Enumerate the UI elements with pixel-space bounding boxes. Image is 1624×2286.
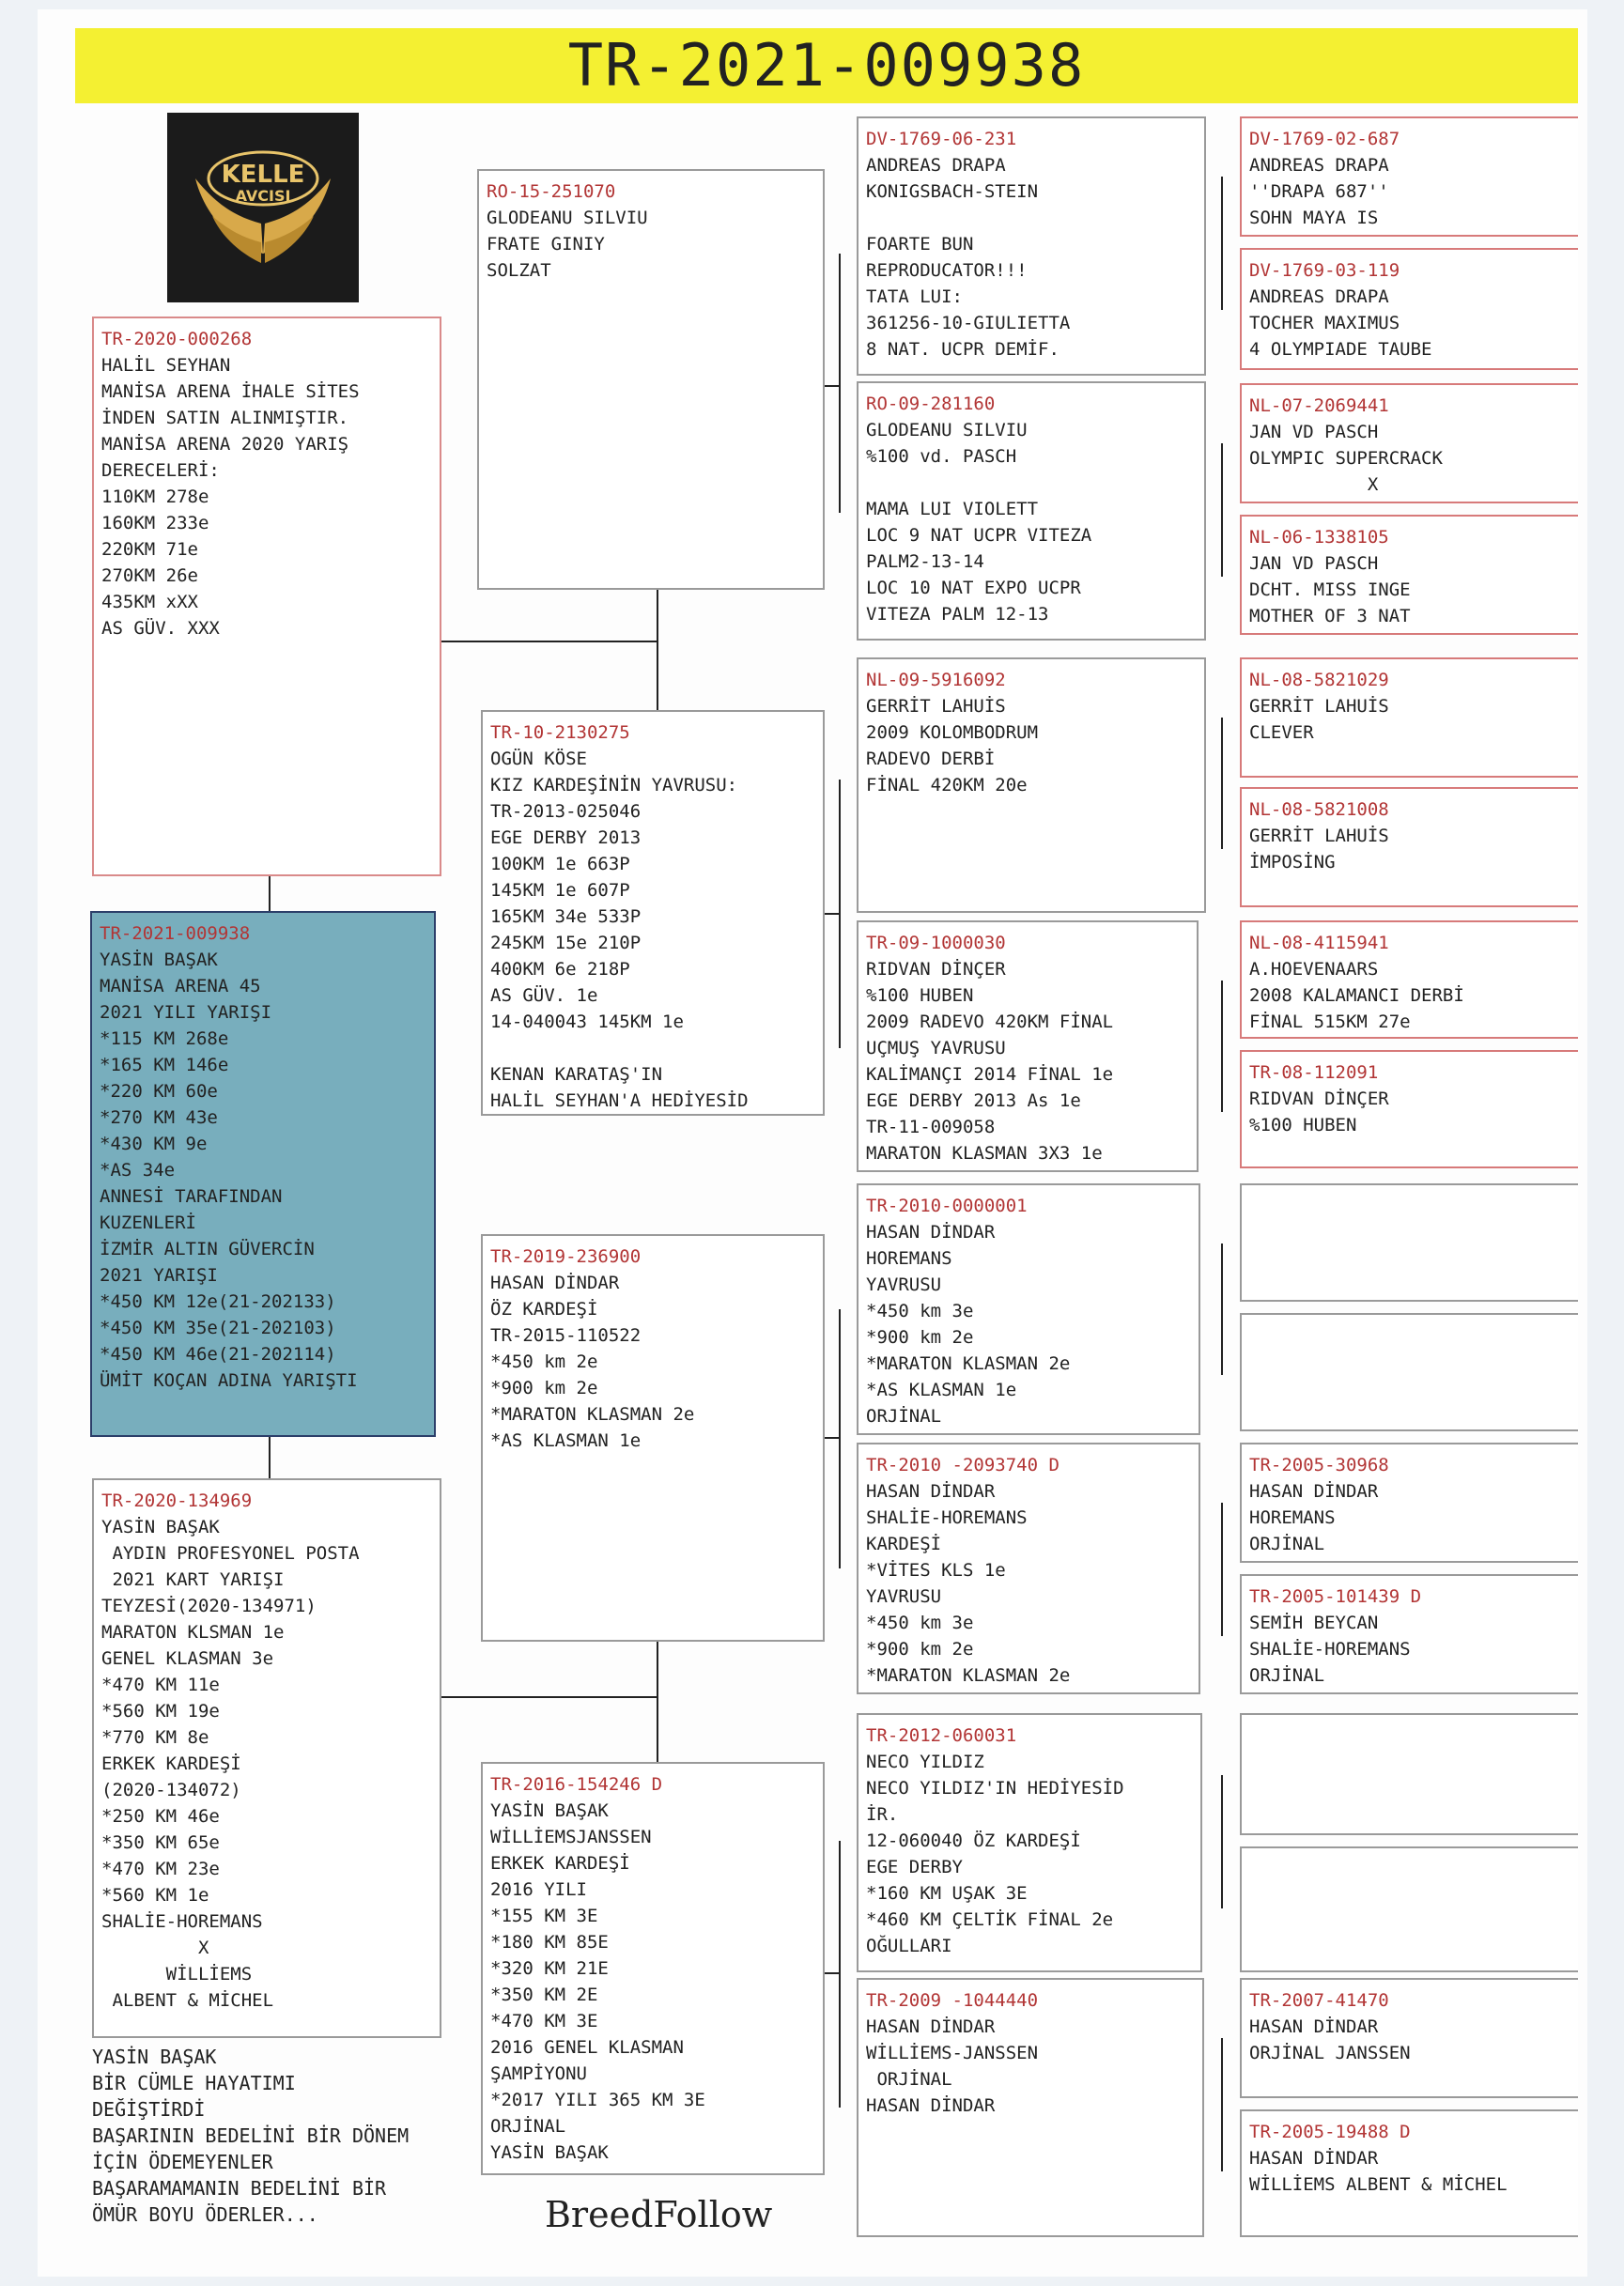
text-line: MANİSA ARENA 45 bbox=[100, 976, 261, 996]
text-line: DERECELERİ: bbox=[101, 460, 220, 481]
text-line: ERKEK KARDEŞİ bbox=[101, 1753, 241, 1774]
text-line: FOARTE BUN bbox=[866, 234, 974, 255]
text-line: *470 KM 3E bbox=[490, 2011, 598, 2031]
text-line: FRATE GINIY bbox=[487, 234, 605, 255]
text-line: MANİSA ARENA 2020 YARIŞ bbox=[101, 434, 349, 455]
gen5-id: TR-2005-19488 D bbox=[1249, 2122, 1411, 2142]
gen5-card-5[interactable] bbox=[1240, 787, 1578, 907]
gen4-lines bbox=[866, 956, 1189, 1166]
text-line: GERRİT LAHUİS bbox=[1249, 826, 1389, 846]
text-line: BAŞARININ BEDELİNİ BİR DÖNEM bbox=[92, 2124, 410, 2147]
text-line: YAVRUSU bbox=[866, 1274, 942, 1295]
text-line: SOLZAT bbox=[487, 260, 551, 281]
text-line: HALİL SEYHAN'A HEDİYESİD bbox=[490, 1090, 749, 1111]
text-line: LOC 9 NAT UCPR VITEZA bbox=[866, 525, 1092, 546]
text-line: ERKEK KARDEŞİ bbox=[490, 1853, 630, 1874]
gen5-id: TR-08-112091 bbox=[1249, 1062, 1379, 1083]
text-line: TATA LUI: bbox=[866, 286, 963, 307]
text-line: 220KM 71e bbox=[101, 539, 198, 560]
text-line: 145KM 1e 607P bbox=[490, 880, 630, 901]
text-line: MARATON KLSMAN 1e bbox=[101, 1622, 285, 1643]
gen4-id: DV-1769-06-231 bbox=[866, 129, 1017, 149]
connector bbox=[839, 1841, 841, 2108]
text-line: KUZENLERİ bbox=[100, 1213, 196, 1233]
text-line: FİNAL 420KM 20e bbox=[866, 775, 1028, 795]
text-line: HASAN DİNDAR bbox=[866, 1222, 996, 1243]
gen5-id: NL-06-1338105 bbox=[1249, 527, 1389, 548]
gen5-card-2[interactable] bbox=[1240, 383, 1578, 503]
text-line: 110KM 278e bbox=[101, 487, 209, 507]
gen4-card-4[interactable] bbox=[857, 1183, 1200, 1435]
text-line: MOTHER OF 3 NAT bbox=[1249, 606, 1411, 626]
text-line: HASAN DİNDAR bbox=[866, 2095, 996, 2116]
text-line: *MARATON KLASMAN 2e bbox=[490, 1404, 695, 1425]
connector bbox=[441, 641, 657, 642]
dam-id: TR-2020-134969 bbox=[101, 1491, 253, 1511]
text-line: *AS 34e bbox=[100, 1160, 176, 1181]
text-line: KONIGSBACH-STEIN bbox=[866, 181, 1039, 202]
breedfollow-brand: BreedFollow bbox=[545, 2194, 773, 2235]
gen3-card-2[interactable] bbox=[481, 1234, 825, 1642]
text-line: KARDEŞİ bbox=[866, 1534, 942, 1554]
gen4-lines bbox=[866, 1219, 1191, 1429]
text-line: VITEZA PALM 12-13 bbox=[866, 604, 1049, 625]
text-line: 160KM 233e bbox=[101, 513, 209, 533]
text-line: *320 KM 21E bbox=[490, 1958, 609, 1979]
text-line: CLEVER bbox=[1249, 722, 1314, 743]
gen4-id: TR-2009 -1044440 bbox=[866, 1990, 1039, 2011]
text-line: GERRİT LAHUİS bbox=[866, 696, 1006, 717]
gen4-lines bbox=[866, 417, 1197, 627]
text-line: *350 KM 2E bbox=[490, 1985, 598, 2005]
text-line: ORJİNAL bbox=[1249, 1534, 1325, 1554]
text-line: HASAN DİNDAR bbox=[866, 2016, 996, 2037]
text-line: *MARATON KLASMAN 2e bbox=[866, 1353, 1071, 1374]
text-line: *AS KLASMAN 1e bbox=[490, 1430, 642, 1451]
motto-quote bbox=[92, 2044, 487, 2228]
text-line: *770 KM 8e bbox=[101, 1727, 209, 1748]
text-line: PALM2-13-14 bbox=[866, 551, 984, 572]
text-line: *2017 YILI 365 KM 3E bbox=[490, 2090, 705, 2110]
text-line: 2009 RADEVO 420KM FİNAL bbox=[866, 1012, 1114, 1032]
gen3-card-3[interactable] bbox=[481, 1762, 825, 2175]
text-line: YASİN BAŞAK bbox=[490, 2142, 609, 2163]
text-line: *220 KM 60e bbox=[100, 1081, 218, 1102]
text-line: JAN VD PASCH bbox=[1249, 553, 1379, 574]
text-line: *430 KM 9e bbox=[100, 1134, 208, 1154]
gen5-id: TR-2005-101439 D bbox=[1249, 1586, 1422, 1607]
text-line: ANDREAS DRAPA bbox=[1249, 155, 1389, 176]
connector bbox=[441, 1696, 657, 1698]
gen4-id: TR-2012-060031 bbox=[866, 1725, 1017, 1746]
connector bbox=[825, 1972, 840, 1974]
text-line: 2021 KART YARIŞI bbox=[101, 1569, 285, 1590]
text-line: GENEL KLASMAN 3e bbox=[101, 1648, 274, 1669]
gen5-card-3[interactable] bbox=[1240, 515, 1578, 635]
text-line: 270KM 26e bbox=[101, 565, 198, 586]
text-line: TR-11-009058 bbox=[866, 1117, 996, 1137]
text-line: 435KM xXX bbox=[101, 592, 198, 612]
gen5-card-11[interactable] bbox=[1240, 1574, 1578, 1694]
text-line: *180 KM 85E bbox=[490, 1932, 609, 1953]
text-line: HASAN DİNDAR bbox=[490, 1273, 620, 1293]
gen5-lines bbox=[1249, 2014, 1570, 2066]
gen4-lines bbox=[866, 1749, 1193, 1959]
gen3-lines bbox=[487, 205, 815, 284]
gen5-card-15[interactable] bbox=[1240, 2109, 1578, 2237]
text-line: X bbox=[101, 1938, 209, 1958]
text-line: ORJİNAL bbox=[490, 2116, 566, 2137]
gen4-id: RO-09-281160 bbox=[866, 394, 996, 414]
connector bbox=[825, 913, 840, 915]
connector bbox=[839, 1309, 841, 1568]
text-line: *450 km 3e bbox=[866, 1301, 974, 1321]
text-line: *VİTES KLS 1e bbox=[866, 1560, 1006, 1581]
text-line: *460 KM ÇELTİK FİNAL 2e bbox=[866, 1909, 1114, 1930]
text-line: OLYMPIC SUPERCRACK bbox=[1249, 448, 1443, 469]
text-line: SHALİE-HOREMANS bbox=[866, 1507, 1028, 1528]
text-line: *450 km 3e bbox=[866, 1613, 974, 1633]
text-line: YASİN BAŞAK bbox=[100, 950, 218, 970]
logo-text bbox=[167, 162, 359, 205]
text-line: ORJİNAL bbox=[1249, 1665, 1325, 1686]
text-line: *AS KLASMAN 1e bbox=[866, 1380, 1017, 1400]
text-line: HOREMANS bbox=[866, 1248, 952, 1269]
logo-text-top: KELLE bbox=[221, 161, 305, 189]
text-line: YASİN BAŞAK bbox=[92, 2046, 217, 2068]
text-line: UÇMUŞ YAVRUSU bbox=[866, 1038, 1006, 1058]
gen5-card-9[interactable] bbox=[1240, 1313, 1578, 1431]
text-line bbox=[866, 205, 1197, 231]
text-line: OĞULLARI bbox=[866, 1936, 952, 1956]
sire-card[interactable] bbox=[92, 317, 441, 876]
gen5-card-14[interactable] bbox=[1240, 1978, 1578, 2098]
text-line: GLODEANU SILVIU bbox=[487, 208, 648, 228]
text-line: SOHN MAYA IS bbox=[1249, 208, 1379, 228]
gen4-card-6[interactable] bbox=[857, 1713, 1202, 1972]
text-line: *560 KM 19e bbox=[101, 1701, 220, 1722]
text-line: LOC 10 NAT EXPO UCPR bbox=[866, 578, 1081, 598]
connector bbox=[657, 1642, 658, 1762]
text-line: %100 vd. PASCH bbox=[866, 446, 1017, 467]
text-line: TR-2015-110522 bbox=[490, 1325, 642, 1346]
gen5-card-4[interactable] bbox=[1240, 657, 1578, 778]
gen4-card-1[interactable] bbox=[857, 381, 1206, 641]
text-line: 14-040043 145KM 1e bbox=[490, 1012, 684, 1032]
text-line: ÖMÜR BOYU ÖDERLER... bbox=[92, 2203, 318, 2226]
text-line: ANDREAS DRAPA bbox=[1249, 286, 1389, 307]
text-line: MAMA LUI VIOLETT bbox=[866, 499, 1039, 519]
text-line: 2021 YILI YARIŞI bbox=[100, 1002, 272, 1023]
gen3-card-1[interactable] bbox=[481, 710, 825, 1116]
gen5-id: NL-08-4115941 bbox=[1249, 933, 1389, 953]
text-line: RADEVO DERBİ bbox=[866, 749, 996, 769]
text-line: GERRİT LAHUİS bbox=[1249, 696, 1389, 717]
text-line bbox=[866, 470, 1197, 496]
text-line: DCHT. MISS INGE bbox=[1249, 579, 1411, 600]
text-line: KIZ KARDEŞİNİN YAVRUSU: bbox=[490, 775, 738, 795]
text-line: *450 km 2e bbox=[490, 1352, 598, 1372]
connector bbox=[1221, 1243, 1223, 1375]
text-line: HALİL SEYHAN bbox=[101, 355, 231, 376]
gen5-card-7[interactable] bbox=[1240, 1050, 1578, 1168]
gen5-card-6[interactable] bbox=[1240, 920, 1578, 1039]
gen4-id: TR-2010 -2093740 D bbox=[866, 1455, 1059, 1475]
text-line: *900 km 2e bbox=[490, 1378, 598, 1398]
text-line: KENAN KARATAŞ'IN bbox=[490, 1064, 663, 1085]
gen5-lines bbox=[1249, 1610, 1570, 1689]
text-line: JAN VD PASCH bbox=[1249, 422, 1379, 442]
text-line: ÜMİT KOÇAN ADINA YARIŞTI bbox=[100, 1370, 358, 1391]
gen4-id: NL-09-5916092 bbox=[866, 670, 1006, 690]
text-line: *470 KM 11e bbox=[101, 1675, 220, 1695]
text-line: *450 KM 12e(21-202133) bbox=[100, 1291, 336, 1312]
text-line: 2009 KOLOMBODRUM bbox=[866, 722, 1039, 743]
gen5-id: TR-2007-41470 bbox=[1249, 1990, 1389, 2011]
kelle-avcisi-logo bbox=[167, 113, 359, 302]
gen4-lines bbox=[866, 2014, 1195, 2119]
text-line: İR. bbox=[866, 1804, 899, 1825]
text-line: KALİMANÇI 2014 FİNAL 1e bbox=[866, 1064, 1114, 1085]
text-line: YASİN BAŞAK bbox=[490, 1800, 609, 1821]
connector bbox=[1221, 1775, 1223, 1908]
motto-lines bbox=[92, 2044, 487, 2228]
gen5-lines bbox=[1249, 1478, 1570, 1557]
subject-lines bbox=[100, 947, 426, 1394]
text-line: *450 KM 46e(21-202114) bbox=[100, 1344, 336, 1365]
text-line: 2016 GENEL KLASMAN bbox=[490, 2037, 684, 2058]
connector bbox=[1221, 443, 1223, 577]
text-line: HASAN DİNDAR bbox=[866, 1481, 996, 1502]
text-line: HASAN DİNDAR bbox=[1249, 2148, 1379, 2169]
connector bbox=[839, 254, 841, 513]
connector bbox=[1221, 2038, 1223, 2171]
text-line: RIDVAN DİNÇER bbox=[866, 959, 1006, 980]
gen5-id: DV-1769-03-119 bbox=[1249, 260, 1400, 281]
text-line: WİLLİEMS bbox=[101, 1964, 253, 1985]
golden-wings-icon bbox=[167, 113, 359, 302]
subject-card[interactable] bbox=[90, 911, 436, 1437]
gen4-id: TR-09-1000030 bbox=[866, 933, 1006, 953]
gen5-card-10[interactable] bbox=[1240, 1443, 1578, 1563]
text-line: YASİN BAŞAK bbox=[101, 1517, 220, 1537]
gen5-lines bbox=[1249, 956, 1570, 1035]
gen3-id: RO-15-251070 bbox=[487, 181, 616, 202]
text-line: *450 KM 35e(21-202103) bbox=[100, 1318, 336, 1338]
text-line: 4 OLYMPIADE TAUBE bbox=[1249, 339, 1432, 360]
text-line: 400KM 6e 218P bbox=[490, 959, 630, 980]
gen3-lines bbox=[490, 1270, 815, 1454]
dam-lines bbox=[101, 1514, 432, 2014]
gen4-lines bbox=[866, 1478, 1191, 1689]
text-line: AYDIN PROFESYONEL POSTA bbox=[101, 1543, 360, 1564]
text-line: 2016 YILI bbox=[490, 1879, 587, 1900]
connector bbox=[1221, 177, 1223, 310]
text-line: ''DRAPA 687'' bbox=[1249, 181, 1389, 202]
gen4-card-7[interactable] bbox=[857, 1978, 1204, 2237]
gen5-card-13[interactable] bbox=[1240, 1846, 1578, 1972]
text-line: 361256-10-GIULIETTA bbox=[866, 313, 1071, 333]
gen5-lines bbox=[1249, 1086, 1570, 1138]
text-line: HASAN DİNDAR bbox=[1249, 1481, 1379, 1502]
gen4-card-5[interactable] bbox=[857, 1443, 1200, 1694]
text-line: *160 KM UŞAK 3E bbox=[866, 1883, 1028, 1904]
gen5-id: DV-1769-02-687 bbox=[1249, 129, 1400, 149]
text-line: EGE DERBY bbox=[866, 1857, 963, 1877]
text-line: WİLLİEMS ALBENT & MİCHEL bbox=[1249, 2174, 1508, 2195]
connector bbox=[1221, 1503, 1223, 1636]
text-line: %100 HUBEN bbox=[1249, 1115, 1357, 1135]
text-line: REPRODUCATOR!!! bbox=[866, 260, 1028, 281]
text-line: *165 KM 146e bbox=[100, 1055, 229, 1075]
text-line: NECO YILDIZ bbox=[866, 1752, 984, 1772]
text-line: 165KM 34e 533P bbox=[490, 906, 642, 927]
text-line: *560 KM 1e bbox=[101, 1885, 209, 1906]
text-line: 245KM 15e 210P bbox=[490, 933, 642, 953]
text-line: MANİSA ARENA İHALE SİTES bbox=[101, 381, 360, 402]
text-line: *900 km 2e bbox=[866, 1327, 974, 1348]
text-line: *MARATON KLASMAN 2e bbox=[866, 1665, 1071, 1686]
connector bbox=[269, 876, 271, 911]
connector bbox=[825, 385, 840, 387]
gen5-lines bbox=[1249, 284, 1570, 363]
text-line: BİR CÜMLE HAYATIMI bbox=[92, 2072, 296, 2094]
text-line: ALBENT & MİCHEL bbox=[101, 1990, 274, 2011]
text-line: TEYZESİ(2020-134971) bbox=[101, 1596, 317, 1616]
gen3-id: TR-2019-236900 bbox=[490, 1246, 642, 1267]
connector bbox=[657, 590, 658, 710]
text-line: ORJİNAL bbox=[866, 2069, 952, 2090]
gen5-id: NL-07-2069441 bbox=[1249, 395, 1389, 416]
gen5-lines bbox=[1249, 2145, 1570, 2198]
text-line: 100KM 1e 663P bbox=[490, 854, 630, 874]
text-line: ORJİNAL JANSSEN bbox=[1249, 2043, 1411, 2063]
text-line: *350 KM 65e bbox=[101, 1832, 220, 1853]
text-line: *155 KM 3E bbox=[490, 1906, 598, 1926]
text-line: 8 NAT. UCPR DEMİF. bbox=[866, 339, 1059, 360]
text-line: MARATON KLASMAN 3X3 1e bbox=[866, 1143, 1103, 1164]
text-line: WİLLİEMS-JANSSEN bbox=[866, 2043, 1039, 2063]
text-line: ANNESİ TARAFINDAN bbox=[100, 1186, 283, 1207]
subject-id: TR-2021-009938 bbox=[100, 923, 251, 944]
text-line: DEĞİŞTİRDİ bbox=[92, 2098, 206, 2121]
text-line: OGÜN KÖSE bbox=[490, 749, 587, 769]
text-line: AS GÜV. XXX bbox=[101, 618, 220, 639]
text-line: HOREMANS bbox=[1249, 1507, 1336, 1528]
gen4-id: TR-2010-0000001 bbox=[866, 1196, 1028, 1216]
gen4-lines bbox=[866, 693, 1197, 798]
gen5-card-8[interactable] bbox=[1240, 1183, 1578, 1302]
gen5-lines bbox=[1249, 419, 1570, 498]
text-line: ORJİNAL bbox=[866, 1406, 942, 1427]
logo-text-bottom: AVCISI bbox=[235, 187, 291, 205]
gen5-id: NL-08-5821008 bbox=[1249, 799, 1389, 820]
gen5-card-12[interactable] bbox=[1240, 1713, 1578, 1835]
text-line: *900 km 2e bbox=[866, 1639, 974, 1660]
sire-lines bbox=[101, 352, 432, 641]
text-line: TOCHER MAXIMUS bbox=[1249, 313, 1400, 333]
gen5-card-1[interactable] bbox=[1240, 248, 1578, 370]
dam-card[interactable] bbox=[92, 1478, 441, 2038]
gen3-lines bbox=[490, 746, 815, 1114]
text-line: ANDREAS DRAPA bbox=[866, 155, 1006, 176]
text-line: ŞAMPİYONU bbox=[490, 2063, 587, 2084]
text-line: HASAN DİNDAR bbox=[1249, 2016, 1379, 2037]
text-line: İÇİN ÖDEMEYENLER bbox=[92, 2151, 273, 2173]
text-line: GLODEANU SILVIU bbox=[866, 420, 1028, 440]
text-line: EGE DERBY 2013 bbox=[490, 827, 642, 848]
connector bbox=[1221, 718, 1223, 849]
text-line: 2021 YARIŞI bbox=[100, 1265, 218, 1286]
text-line: ÖZ KARDEŞİ bbox=[490, 1299, 598, 1320]
gen5-lines bbox=[1249, 152, 1570, 231]
text-line: *250 KM 46e bbox=[101, 1806, 220, 1827]
text-line: *470 KM 23e bbox=[101, 1859, 220, 1879]
text-line: WİLLİEMSJANSSEN bbox=[490, 1827, 652, 1847]
gen3-lines bbox=[490, 1798, 815, 2166]
gen4-lines bbox=[866, 152, 1197, 363]
text-line: A.HOEVENAARS bbox=[1249, 959, 1379, 980]
connector bbox=[1221, 981, 1223, 1112]
connector bbox=[825, 1437, 840, 1439]
text-line: EGE DERBY 2013 As 1e bbox=[866, 1090, 1081, 1111]
gen5-id: TR-2005-30968 bbox=[1249, 1455, 1389, 1475]
text-line: SEMİH BEYCAN bbox=[1249, 1613, 1379, 1633]
gen3-id: TR-2016-154246 D bbox=[490, 1774, 663, 1795]
text-line bbox=[490, 1035, 815, 1061]
gen4-card-0[interactable] bbox=[857, 116, 1206, 376]
gen3-card-0[interactable] bbox=[477, 169, 825, 590]
text-line: İZMİR ALTIN GÜVERCİN bbox=[100, 1239, 315, 1259]
pedigree-title: TR-2021-009938 bbox=[75, 28, 1578, 103]
text-line: YAVRUSU bbox=[866, 1586, 942, 1607]
text-line: FİNAL 515KM 27e bbox=[1249, 1012, 1411, 1032]
gen5-lines bbox=[1249, 550, 1570, 629]
sire-id: TR-2020-000268 bbox=[101, 329, 253, 349]
text-line: 12-060040 ÖZ KARDEŞİ bbox=[866, 1830, 1081, 1851]
text-line: SHALİE-HOREMANS bbox=[101, 1911, 263, 1932]
text-line: SHALİE-HOREMANS bbox=[1249, 1639, 1411, 1660]
gen5-lines bbox=[1249, 693, 1570, 746]
gen4-card-2[interactable] bbox=[857, 657, 1206, 913]
text-line: AS GÜV. 1e bbox=[490, 985, 598, 1006]
text-line: RIDVAN DİNÇER bbox=[1249, 1089, 1389, 1109]
text-line: *270 KM 43e bbox=[100, 1107, 218, 1128]
text-line: *115 KM 268e bbox=[100, 1028, 229, 1049]
connector bbox=[269, 1437, 271, 1478]
gen5-id: NL-08-5821029 bbox=[1249, 670, 1389, 690]
text-line: NECO YILDIZ'IN HEDİYESİD bbox=[866, 1778, 1124, 1799]
gen5-lines bbox=[1249, 823, 1570, 875]
text-line: BAŞARAMAMANIN BEDELİNİ BİR bbox=[92, 2177, 387, 2200]
gen5-card-0[interactable] bbox=[1240, 116, 1578, 237]
text-line: TR-2013-025046 bbox=[490, 801, 642, 822]
text-line: (2020-134072) bbox=[101, 1780, 241, 1800]
gen4-card-3[interactable] bbox=[857, 920, 1199, 1172]
text-line: %100 HUBEN bbox=[866, 985, 974, 1006]
gen3-id: TR-10-2130275 bbox=[490, 722, 630, 743]
text-line: 2008 KALAMANCI DERBİ bbox=[1249, 985, 1464, 1006]
text-line: İNDEN SATIN ALINMIŞTIR. bbox=[101, 408, 349, 428]
text-line: İMPOSİNG bbox=[1249, 852, 1336, 873]
text-line: X bbox=[1249, 474, 1379, 495]
